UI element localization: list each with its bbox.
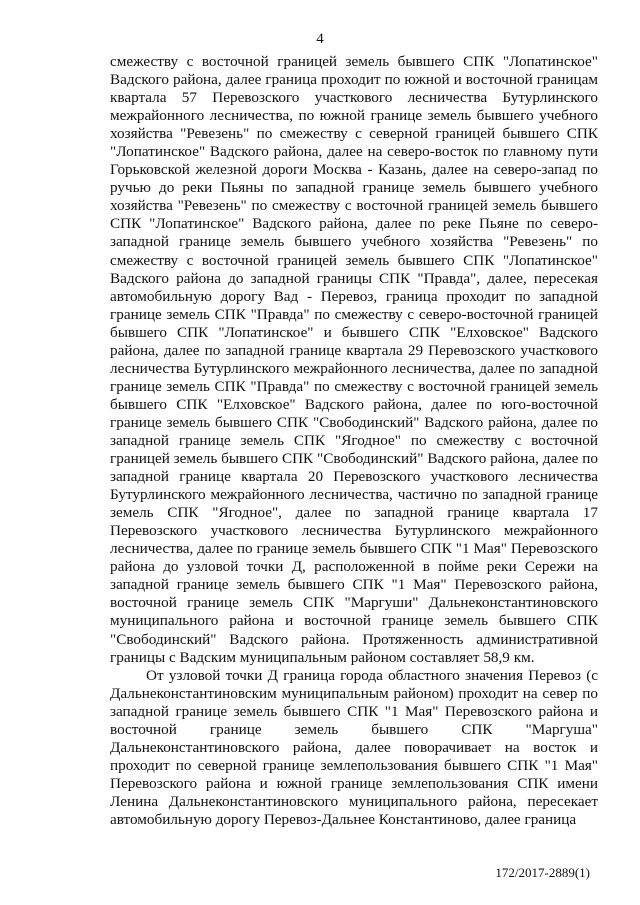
paragraph-continuation: смежеству с восточной границей земель бывшего СПК "Лопатинское" Вадского района, далее граница проходит по южной и восточной границам квартала 57 Перевозского участкового лесничества Бутурлинского межрайонного лесничества, по южной границе земель бывшего учебного хозяйства "Ревезень" по смежеству с северной границей бывшего СПК "Лопатинское" Вадского района, далее на северо-восток по главному пути Горьковской железной дороги Москва - Казань, далее на северо-запад по ручью до реки Пьяны по западной границе земель бывшего учебного хозяйства "Ревезень" по смежеству с восточной границей земель бывшего СПК "Лопатинское" Вадского района, далее по реке Пьяне по северо-западной границе земель бывшего учебного хозяйства "Ревезень" по смежеству с восточной границей земель бывшего СПК "Лопатинское" Вадского района до западной границы СПК "Правда", далее, пересекая автомобильную дорогу Вад - Перевоз, граница проходит по западной границе земель СПК "Правда" по смежеству с северо-восточной границей бывшего СПК "Лопатинское" и бывшего СПК "Елховское" Вадского района, далее по западной границе квартала 29 Перевозского участкового лесничества Бутурлинского межрайонного лесничества, далее по западной границе земель СПК "Правда" по смежеству с восточной границей земель бывшего СПК "Елховское" Вадского района, далее по юго-восточной границе земель бывшего СПК "Свободинский" Вадского района, далее по западной границе земель СПК "Ягодное" по смежеству с восточной границей земель бывшего СПК "Свободинский" Вадского района, далее по западной границе квартала 20 Перевозского участкового лесничества Бутурлинского межрайонного лесничества, частично по западной границе земель СПК "Ягодное", далее по западной границе квартала 17 Перевозского участкового лесничества Бутурлинского межрайонного лесничества, далее по границе земель бывшего СПК "1 Мая" Перевозского района до узловой точки Д, расположенной в пойме реки Сережи на западной границе земель бывшего СПК "1 Мая" Перевозского района, восточной границе земель СПК "Маргуши" Дальнеконстантиновского муниципального района и восточной границе земель бывшего СПК "Свободинский" Вадского района. Протяженность административной границы с Вадским муниципальным районом составляет 58,9 км. xyxy=(110,53,598,666)
page-number: 4 xyxy=(316,31,324,47)
paragraph-node-d-boundary: От узловой точки Д граница города областного значения Перевоз (с Дальнеконстантиновским муниципальным районом) проходит на север по западной границе земель бывшего СПК "1 Мая" Перевозского района и восточной границе земель бывшего СПК "Маргуша" Дальнеконстантиновского района, далее поворачивает на восток и проходит по северной границе землепользования бывшего СПК "1 Мая" Перевозского района и южной границе землепользования СПК имени Ленина Дальнеконстантиновского муниципального района, пересекает автомобильную дорогу Перевоз-Дальнее Константиново, далее граница xyxy=(110,666,598,828)
document-code: 172/2017-2889(1) xyxy=(495,865,590,880)
document-body xyxy=(110,53,598,829)
